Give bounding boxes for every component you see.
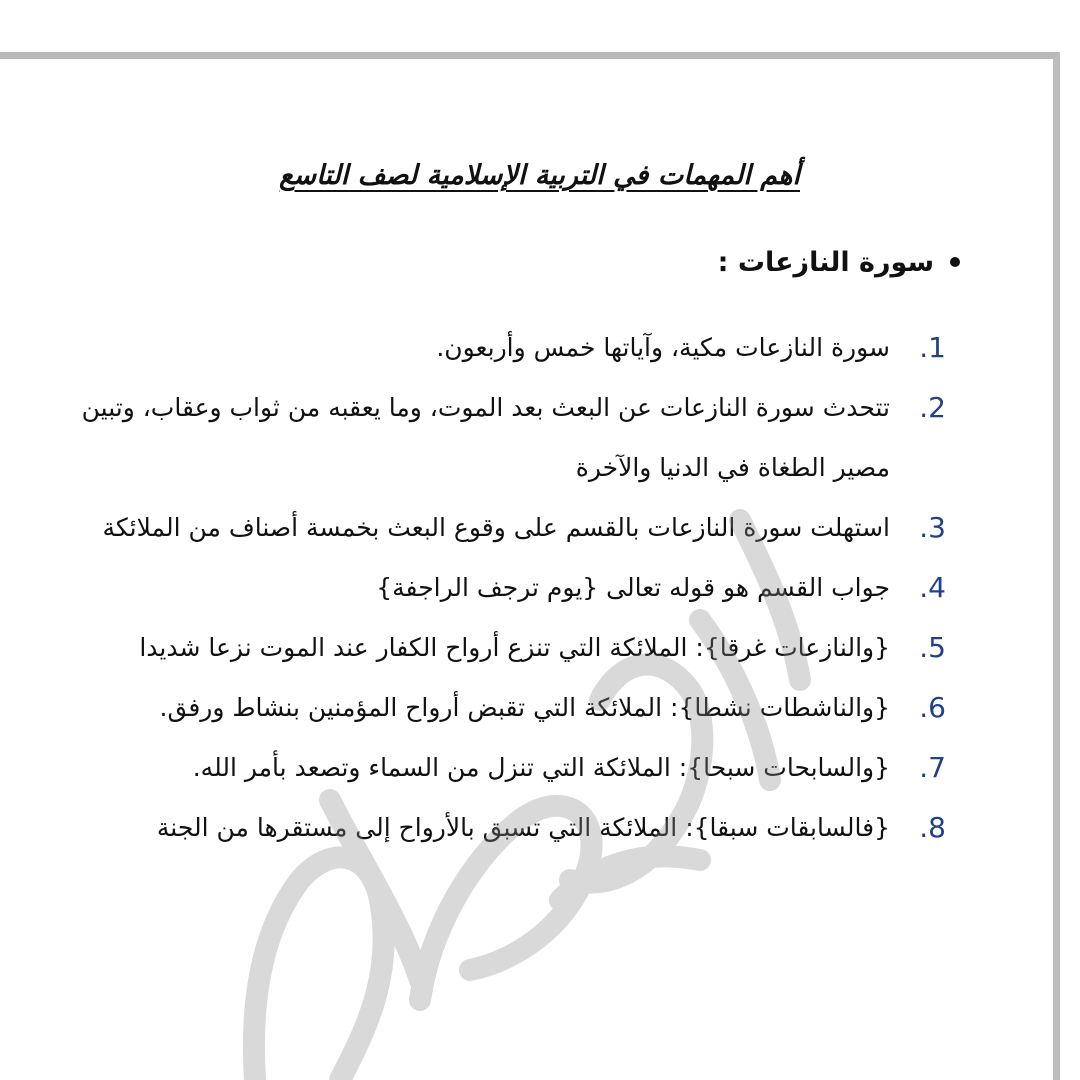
- list-item: [40, 738, 946, 798]
- item-number: .1: [919, 331, 946, 364]
- item-text: استهلت سورة النازعات بالقسم على وقوع البعث بخمسة أصناف من الملائكة: [102, 513, 890, 542]
- item-number: .3: [919, 511, 946, 544]
- item-text: جواب القسم هو قوله تعالى {يوم ترجف الراجفة}: [376, 573, 890, 602]
- document-title: أهم المهمات في التربية الإسلامية لصف التاسع: [279, 160, 800, 191]
- list-item: [40, 558, 946, 618]
- item-text: {والناشطات نشطا}: الملائكة التي تقبض أرواح المؤمنين بنشاط ورفق.: [159, 693, 890, 722]
- list-item: [40, 618, 946, 678]
- item-number: .7: [919, 751, 946, 784]
- item-number: .2: [919, 391, 946, 424]
- item-text: سورة النازعات مكية، وآياتها خمس وأربعون.: [436, 333, 890, 362]
- list-item: [40, 378, 946, 498]
- points-list: [40, 318, 946, 858]
- list-item: [40, 798, 946, 858]
- item-text: {فالسابقات سبقا}: الملائكة التي تسبق بالأرواح إلى مستقرها من الجنة: [156, 813, 890, 842]
- item-text: تتحدث سورة النازعات عن البعث بعد الموت، وما يعقبه من ثواب وعقاب، وتبين مصير الطغاة في الدنيا والآخرة: [81, 393, 890, 482]
- bullet-icon: [950, 257, 960, 267]
- section-heading: [718, 247, 960, 278]
- list-item: [40, 678, 946, 738]
- section-heading-text: سورة النازعات :: [717, 247, 934, 278]
- item-text: {والنازعات غرقا}: الملائكة التي تنزع أرواح الكفار عند الموت نزعا شديدا: [139, 633, 890, 662]
- item-number: .8: [919, 811, 946, 844]
- item-number: .4: [919, 571, 946, 604]
- item-number: .5: [919, 631, 946, 664]
- item-text: {والسابحات سبحا}: الملائكة التي تنزل من السماء وتصعد بأمر الله.: [192, 753, 890, 782]
- list-item: [40, 318, 946, 378]
- list-item: [40, 498, 946, 558]
- item-number: .6: [919, 691, 946, 724]
